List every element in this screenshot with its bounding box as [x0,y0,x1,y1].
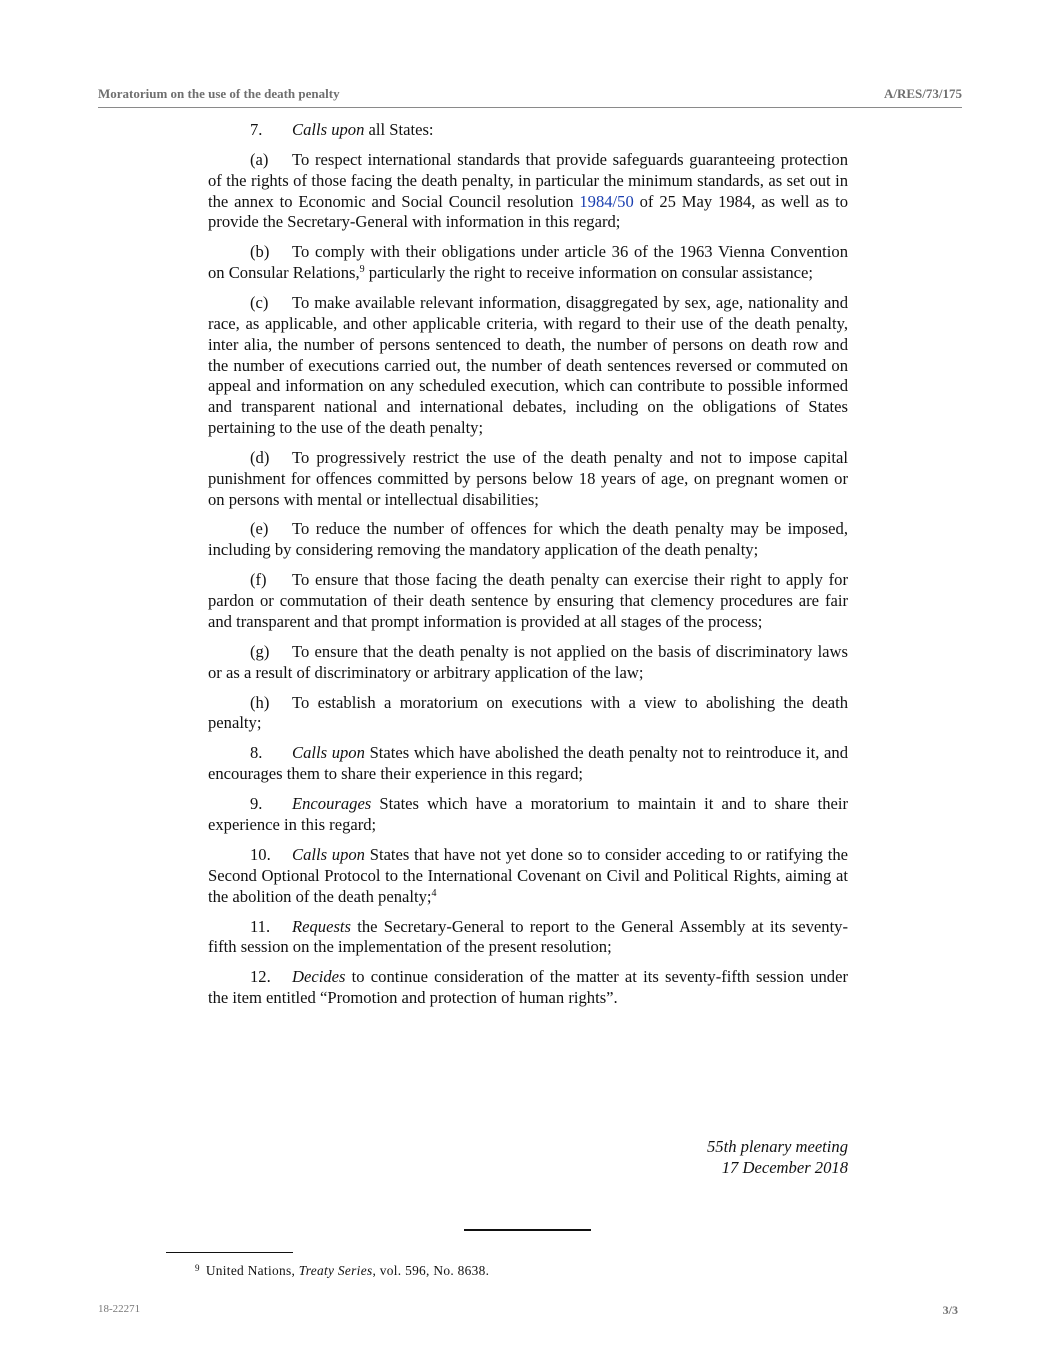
footnote-text: United Nations, [205,1263,299,1278]
subparagraph-letter: (h) [250,692,270,712]
subparagraph-f [208,570,848,632]
paragraph-text: To ensure that the death penalty is not applied on the basis of discriminatory laws or as a result of discriminatory or arbitrary application of the law; [208,641,848,682]
footnote-series-title: Treaty Series [298,1263,373,1278]
subparagraph-letter: (e) [250,519,269,539]
document-symbol: A/RES/73/175 [883,86,962,101]
paragraph-text: particularly the right to receive information on consular assistance; [364,263,813,283]
subparagraph-d [208,448,848,510]
subparagraph-h [208,693,848,735]
subparagraph-e [208,519,848,561]
operative-verb: Encourages [292,794,372,814]
paragraph-text: To make available relevant information, disaggregated by sex, age, nationality and race, as applicable, and other applicable criteria, with regard to their use of the death penalty, inter alia, the number of persons sentenced to death, the number of persons on death row and the number of executions carried out, the number of death sentences reversed or commuted on appeal and information on any scheduled execution, which can contribute to possible informed and transparent national and international debates, including on the obligations of States pertaining to the use of the death penalty; [208,293,848,437]
subparagraph-g [208,642,848,684]
operative-verb: Requests [292,916,351,936]
subparagraph-b [208,242,848,284]
paragraph-7 [208,120,848,141]
paragraph-9 [208,794,848,836]
document-number: 18-22271 [98,1303,141,1315]
footnote-reference[interactable]: 4 [431,887,437,899]
paragraph-8 [208,743,848,785]
paragraph-text: the Secretary-General to report to the General Assembly at its seventy-fifth session on the implementation of the present resolution; [208,916,848,957]
page-number: 3/3 [942,1303,958,1317]
paragraph-text: To reduce the number of offences for which the death penalty may be imposed, including by considering removing the mandatory application of the death penalty; [208,519,848,560]
paragraph-text: to continue consideration of the matter at its seventy-fifth session under the item entitled “Promotion and protection of human rights”. [208,967,848,1008]
operative-verb: Calls upon [292,120,365,139]
operative-verb: Calls upon [292,743,365,763]
operative-verb: Calls upon [292,844,365,864]
adoption-signature [208,1137,848,1178]
paragraph-10 [208,845,848,907]
paragraph-text: States which have a moratorium to maintain it and to share their experience in this regard; [208,794,848,834]
paragraph-number: 7. [250,120,263,139]
end-of-text-rule [464,1229,591,1231]
footnote-number: 9 [195,1263,200,1273]
paragraph-text: To establish a moratorium on executions with a view to abolishing the death penalty; [208,692,848,733]
footnote-separator [166,1252,293,1253]
subparagraph-letter: (b) [250,242,270,262]
paragraph-number: 9. [250,794,263,814]
adoption-date: 17 December 2018 [721,1157,848,1177]
resolution-link[interactable]: 1984/50 [579,191,634,211]
paragraph-text: States which have abolished the death penalty not to reintroduce it, and encourages them to share their experience in this regard; [208,743,848,784]
subparagraph-letter: (a) [250,149,269,169]
paragraph-11 [208,917,848,959]
subparagraph-letter: (d) [250,447,270,467]
paragraph-text: of 25 May 1984, as well as to provide the Secretary-General with information in this regard; [208,191,848,232]
plenary-meeting: 55th plenary meeting [706,1137,848,1156]
paragraph-12 [208,967,848,1009]
footnote-9 [195,1263,489,1279]
paragraph-number: 8. [250,743,263,763]
footnote-text: , vol. 596, No. 8638. [372,1263,490,1278]
paragraph-number: 10. [250,844,271,864]
running-header [98,85,962,108]
resolution-body [208,120,848,1018]
header-title: Moratorium on the use of the death penalty [98,86,340,101]
footnote-reference[interactable]: 9 [359,264,365,276]
paragraph-text: all States: [364,120,434,139]
subparagraph-letter: (c) [250,293,269,313]
operative-verb: Decides [292,967,346,987]
paragraph-text: To respect international standards that provide safeguards guaranteeing protection of the rights of those facing the death penalty, in particular the minimum standards, as set out in the annex to Economic and Social Council resolution [208,149,848,211]
subparagraph-c [208,293,848,439]
paragraph-number: 11. [250,916,271,936]
subparagraph-letter: (f) [250,570,267,590]
paragraph-text: To ensure that those facing the death penalty can exercise their right to apply for pardon or commutation of their death sentence by ensuring that clemency procedures are fair and transparent and that prompt information is provided at all stages of the process; [208,570,848,631]
paragraph-text: States that have not yet done so to consider acceding to or ratifying the Second Optional Protocol to the International Covenant on Civil and Political Rights, aiming at the abolition of the death penalty; [208,844,848,906]
subparagraph-letter: (g) [250,641,270,661]
paragraph-text: To comply with their obligations under article 36 of the 1963 Vienna Convention on Consular Relations, [208,242,848,283]
paragraph-number: 12. [250,967,271,987]
paragraph-text: To progressively restrict the use of the death penalty and not to impose capital punishment for offences committed by persons below 18 years of age, on pregnant women or on persons with mental or intellectual disabilities; [208,447,848,509]
subparagraph-a [208,150,848,233]
